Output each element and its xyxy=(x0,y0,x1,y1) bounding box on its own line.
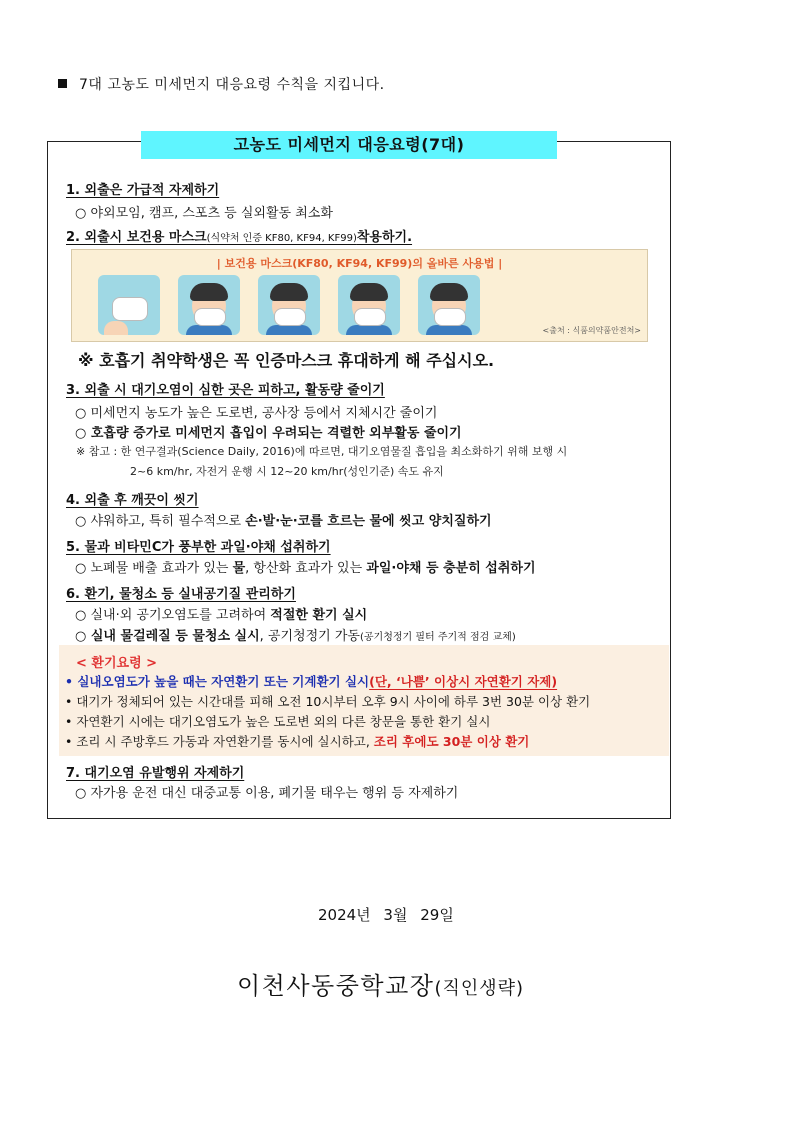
ventilation-rule-4: • 조리 시 주방후드 가동과 자연환기를 동시에 실시하고, 조리 후에도 30분 이상 환기 xyxy=(65,734,530,749)
mask-step-1-image xyxy=(98,275,160,335)
item5-sub-emphasis: 과일·야채 등 충분히 섭취하기 xyxy=(366,561,536,576)
mask-step-3-image xyxy=(258,275,320,335)
mask-step-2-image xyxy=(178,275,240,335)
ventilation-rule-1: • 실내오염도가 높을 때는 자연환기 또는 기계환기 실시(단, ‘나쁨’ 이상시 자연환기 자제) xyxy=(65,674,558,689)
item4-sub-emphasis: 손·발·눈·코를 흐르는 물에 씻고 양치질하기 xyxy=(245,514,492,529)
item1-sub: ○ 야외모임, 캠프, 스포츠 등 실외활동 최소화 xyxy=(75,206,333,221)
item4-heading xyxy=(66,489,199,508)
warning-note: ※ 호흡기 취약학생은 꼭 인증마스크 휴대하게 해 주십시오. xyxy=(78,351,495,370)
ventilation-rule-1-exception: (단, ‘나쁨’ 이상시 자연환기 자제) xyxy=(369,674,558,689)
signature-name: 이천사동중학교장 xyxy=(237,972,435,1000)
ventilation-panel xyxy=(59,645,669,756)
item6-sub2-note: (공기청정기 필터 주기적 점검 교체) xyxy=(359,632,516,643)
item2-heading xyxy=(66,226,412,245)
ventilation-rule-4-emphasis: 조리 후에도 30분 이상 환기 xyxy=(373,734,530,749)
item7-heading xyxy=(66,762,244,781)
item7-heading-text: 7. 대기오염 유발행위 자제하기 xyxy=(66,766,245,781)
item6-heading xyxy=(66,583,296,602)
item1-heading xyxy=(66,179,219,198)
item1-heading-text: 1. 외출은 가급적 자제하기 xyxy=(66,183,220,198)
item5-sub: ○ 노폐물 배출 효과가 있는 물, 항산화 효과가 있는 과일·야채 등 충분히 섭취하기 xyxy=(75,561,536,576)
item3-heading xyxy=(66,379,385,398)
item2-heading-text: 2. 외출시 보건용 마스크 xyxy=(66,230,207,245)
item6-sub1: ○ 실내·외 공기오염도를 고려하여 적절한 환기 실시 xyxy=(75,608,368,623)
item5-heading xyxy=(66,536,331,555)
item3-sub2: ○ 호흡량 증가로 미세먼지 흡입이 우려되는 격렬한 외부활동 줄이기 xyxy=(75,426,462,441)
item6-sub2-emphasis: ○ 실내 물걸레질 등 물청소 실시 xyxy=(75,629,260,644)
signature xyxy=(237,966,524,1001)
item5-heading-text: 5. 물과 비타민C가 풍부한 과일·야채 섭취하기 xyxy=(66,540,331,555)
item3-sub1: ○ 미세먼지 농도가 높은 도로변, 공사장 등에서 지체시간 줄이기 xyxy=(75,406,438,421)
mask-panel-source: <출처 : 식품의약품안전처> xyxy=(542,326,641,335)
item3-note1: ※ 참고 : 한 연구결과(Science Daily, 2016)에 따르면, 대기오염물질 흡입을 최소화하기 위해 보행 시 xyxy=(76,445,568,458)
document-date: 2024년 3월 29일 xyxy=(318,906,454,924)
ventilation-rule-3: • 자연환기 시에는 대기오염도가 높은 도로변 외의 다른 창문을 통한 환기 실시 xyxy=(65,714,491,729)
item6-sub2: ○ 실내 물걸레질 등 물청소 실시, 공기청정기 가동(공기청정기 필터 주기적 점검 교체) xyxy=(75,629,516,644)
item3-heading-text: 3. 외출 시 대기오염이 심한 곳은 피하고, 활동량 줄이기 xyxy=(66,383,385,398)
guideline-title: 고농도 미세먼지 대응요령(7대) xyxy=(141,131,557,159)
item3-note2: 2~6 km/hr, 자전거 운행 시 12~20 km/hr(성인기준) 속도 유지 xyxy=(130,465,444,478)
mask-usage-panel xyxy=(71,249,648,342)
item2-heading-end: 착용하기. xyxy=(356,230,413,245)
item6-heading-text: 6. 환기, 물청소 등 실내공기질 관리하기 xyxy=(66,587,296,602)
item4-heading-text: 4. 외출 후 깨끗이 씻기 xyxy=(66,493,199,508)
item2-heading-note: (식약처 인증 KF80, KF94, KF99) xyxy=(206,233,357,244)
square-bullet-icon xyxy=(58,79,67,88)
signature-note: (직인생략) xyxy=(434,978,525,999)
intro-line xyxy=(58,74,385,94)
intro-text: 7대 고농도 미세먼지 대응요령 수칙을 지킵니다. xyxy=(79,77,385,93)
mask-panel-title: | 보건용 마스크(KF80, KF94, KF99)의 올바른 사용법 | xyxy=(216,257,503,270)
mask-step-4-image xyxy=(338,275,400,335)
item6-sub1-emphasis: 적절한 환기 실시 xyxy=(270,608,368,623)
ventilation-rule-2: • 대기가 정체되어 있는 시간대를 피해 오전 10시부터 오후 9시 사이에 하루 3번 30분 이상 환기 xyxy=(65,694,591,709)
ventilation-title: < 환기요령 > xyxy=(76,656,158,671)
mask-step-5-image xyxy=(418,275,480,335)
item4-sub: ○ 샤워하고, 특히 필수적으로 손·발·눈·코를 흐르는 물에 씻고 양치질하기 xyxy=(75,514,492,529)
item7-sub: ○ 자가용 운전 대신 대중교통 이용, 폐기물 태우는 행위 등 자제하기 xyxy=(75,786,459,801)
